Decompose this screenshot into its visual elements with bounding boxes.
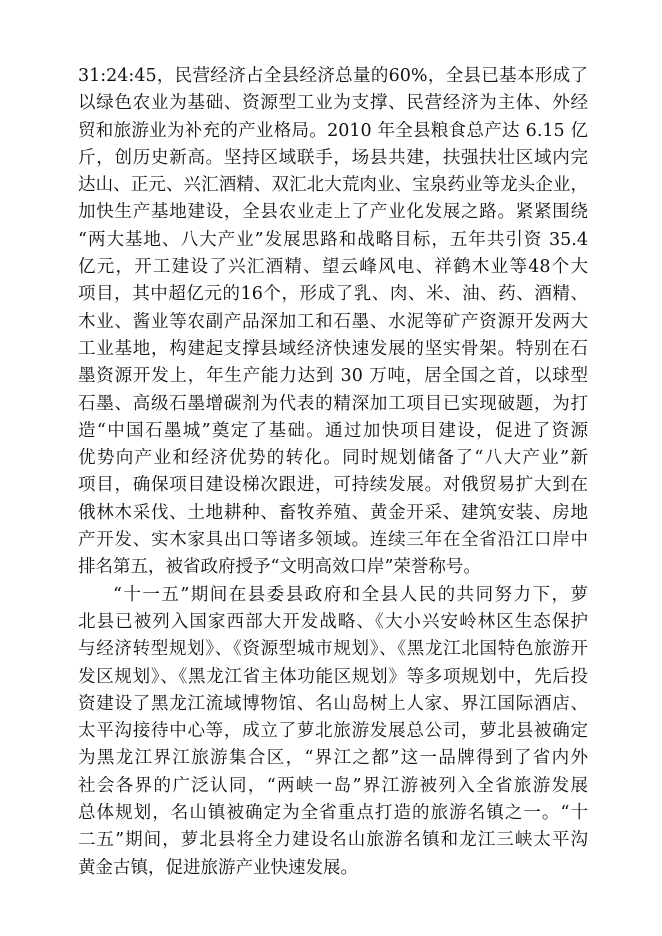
text-line: 发区规划》、《黑龙江省主体功能区规划》等多项规划中，先后投 xyxy=(78,666,588,687)
text-line: 斤，创历史新高。坚持区域联手，场县共建，扶强扶壮区域内完 xyxy=(78,147,588,168)
text-line: 工业基地，构建起支撑县域经济快速发展的坚实骨架。特别在石 xyxy=(78,338,588,359)
text-line: 为黑龙江界江旅游集合区，“界江之都”这一品牌得到了省内外 xyxy=(78,748,588,769)
paragraph-1 xyxy=(78,63,588,582)
text-line: 总体规划，名山镇被确定为全省重点打造的旅游名镇之一。“十 xyxy=(78,803,588,824)
text-line: 北县已被列入国家西部大开发战略、《大小兴安岭林区生态保护 xyxy=(78,611,588,632)
text-line: “两大基地、八大产业”发展思路和战略目标，五年共引资 35.4 xyxy=(78,229,588,250)
text-line: 墨资源开发上，年生产能力达到 30 万吨，居全国之首，以球型 xyxy=(78,366,588,387)
text-line: 项目，其中超亿元的16个，形成了乳、肉、米、油、药、酒精、 xyxy=(78,284,588,305)
text-line: 加快生产基地建设，全县农业走上了产业化发展之路。紧紧围绕 xyxy=(78,202,588,223)
text-line: 产开发、实木家具出口等诸多领域。连续三年在全省沿江口岸中 xyxy=(78,530,588,551)
text-line: 二五”期间，萝北县将全力建设名山旅游名镇和龙江三峡太平沟 xyxy=(78,830,588,851)
text-line: 太平沟接待中心等，成立了萝北旅游发展总公司，萝北县被确定 xyxy=(78,721,588,742)
text-line: 优势向产业和经济优势的转化。同时规划储备了“八大产业”新 xyxy=(78,448,588,469)
text-line: 排名第五，被省政府授予“文明高效口岸”荣誉称号。 xyxy=(78,557,481,578)
text-line: 资建设了黑龙江流域博物馆、名山岛树上人家、界江国际酒店、 xyxy=(78,693,588,714)
text-line: 项目，确保项目建设梯次跟进，可持续发展。对俄贸易扩大到在 xyxy=(78,475,588,496)
text-line: 石墨、高级石墨增碳剂为代表的精深加工项目已实现破题，为打 xyxy=(78,393,588,414)
text-line: 造“中国石墨城”奠定了基础。通过加快项目建设，促进了资源 xyxy=(78,420,588,441)
body-text xyxy=(78,63,588,882)
paragraph-2 xyxy=(78,582,588,882)
text-line: 以绿色农业为基础、资源型工业为支撑、民营经济为主体、外经 xyxy=(78,93,588,114)
text-line: 社会各界的广泛认同，“两峡一岛”界江游被列入全省旅游发展 xyxy=(78,775,588,796)
text-line: 黄金古镇，促进旅游产业快速发展。 xyxy=(78,857,358,878)
text-line: 与经济转型规划》、《资源型城市规划》、《黑龙江北国特色旅游开 xyxy=(78,639,588,660)
text-line: 达山、正元、兴汇酒精、双汇北大荒肉业、宝泉药业等龙头企业， xyxy=(78,175,588,196)
text-line: “十一五”期间在县委县政府和全县人民的共同努力下，萝 xyxy=(113,584,588,605)
text-line: 31:24:45，民营经济占全县经济总量的60%，全县已基本形成了 xyxy=(78,66,588,86)
text-line: 俄林木采伐、土地耕种、畜牧养殖、黄金开采、建筑安装、房地 xyxy=(78,502,588,523)
text-line: 贸和旅游业为补充的产业格局。2010 年全县粮食总产达 6.15 亿 xyxy=(78,120,588,141)
text-line: 木业、酱业等农副产品深加工和石墨、水泥等矿产资源开发两大 xyxy=(78,311,588,332)
text-line: 亿元，开工建设了兴汇酒精、望云峰风电、祥鹤木业等48个大 xyxy=(78,257,588,278)
